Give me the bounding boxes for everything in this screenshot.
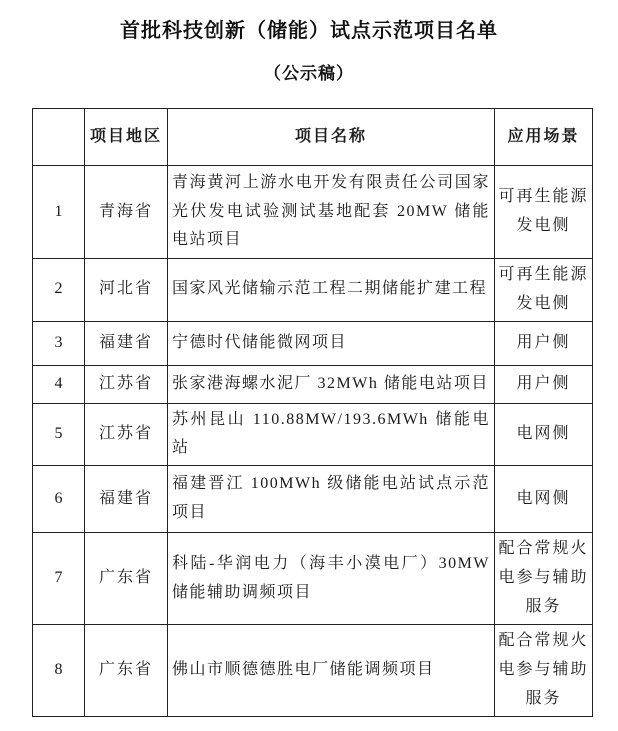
project-name-cell: 苏州昆山 110.88MW/193.6MWh 储能电站 [168, 403, 495, 466]
scenario-cell: 可再生能源发电侧 [495, 259, 593, 322]
scenario-cell: 用户侧 [495, 365, 593, 403]
header-scenario: 应用场景 [495, 109, 593, 166]
row-number-cell: 8 [33, 625, 85, 716]
header-region: 项目地区 [85, 109, 168, 166]
region-cell: 福建省 [85, 321, 168, 365]
table-header-row [33, 109, 593, 166]
header-index [33, 109, 85, 166]
table-row [33, 259, 593, 322]
project-name-cell: 福建晋江 100MWh 级储能电站试点示范项目 [168, 466, 495, 533]
project-name-cell: 科陆-华润电力（海丰小漠电厂）30MW 储能辅助调频项目 [168, 533, 495, 625]
scenario-cell: 配合常规火电参与辅助服务 [495, 625, 593, 716]
table-row [33, 321, 593, 365]
region-cell: 河北省 [85, 259, 168, 322]
region-cell: 江苏省 [85, 365, 168, 403]
table-row [33, 166, 593, 259]
row-number-cell: 3 [33, 321, 85, 365]
row-number-cell: 4 [33, 365, 85, 403]
scenario-cell: 用户侧 [495, 321, 593, 365]
row-number-cell: 6 [33, 466, 85, 533]
row-number-cell: 7 [33, 533, 85, 625]
page-subtitle: （公示稿） [264, 64, 354, 83]
region-cell: 广东省 [85, 625, 168, 716]
region-cell: 青海省 [85, 166, 168, 259]
project-list-table [32, 108, 593, 717]
table-row [33, 533, 593, 625]
region-cell: 广东省 [85, 533, 168, 625]
table-row [33, 625, 593, 716]
table-row [33, 466, 593, 533]
table-row [33, 365, 593, 403]
header-project-name: 项目名称 [168, 109, 495, 166]
region-cell: 江苏省 [85, 403, 168, 466]
project-name-cell: 张家港海螺水泥厂 32MWh 储能电站项目 [168, 365, 495, 403]
table-row [33, 403, 593, 466]
row-number-cell: 1 [33, 166, 85, 259]
scenario-cell: 可再生能源发电侧 [495, 166, 593, 259]
project-name-cell: 佛山市顺德德胜电厂储能调频项目 [168, 625, 495, 716]
row-number-cell: 5 [33, 403, 85, 466]
scenario-cell: 电网侧 [495, 466, 593, 533]
project-name-cell: 国家风光储输示范工程二期储能扩建工程 [168, 259, 495, 322]
project-name-cell: 宁德时代储能微网项目 [168, 321, 495, 365]
scenario-cell: 电网侧 [495, 403, 593, 466]
scenario-cell: 配合常规火电参与辅助服务 [495, 533, 593, 625]
region-cell: 福建省 [85, 466, 168, 533]
row-number-cell: 2 [33, 259, 85, 322]
project-name-cell: 青海黄河上游水电开发有限责任公司国家光伏发电试验测试基地配套 20MW 储能电站项目 [168, 166, 495, 259]
page-title: 首批科技创新（储能）试点示范项目名单 [120, 20, 498, 42]
